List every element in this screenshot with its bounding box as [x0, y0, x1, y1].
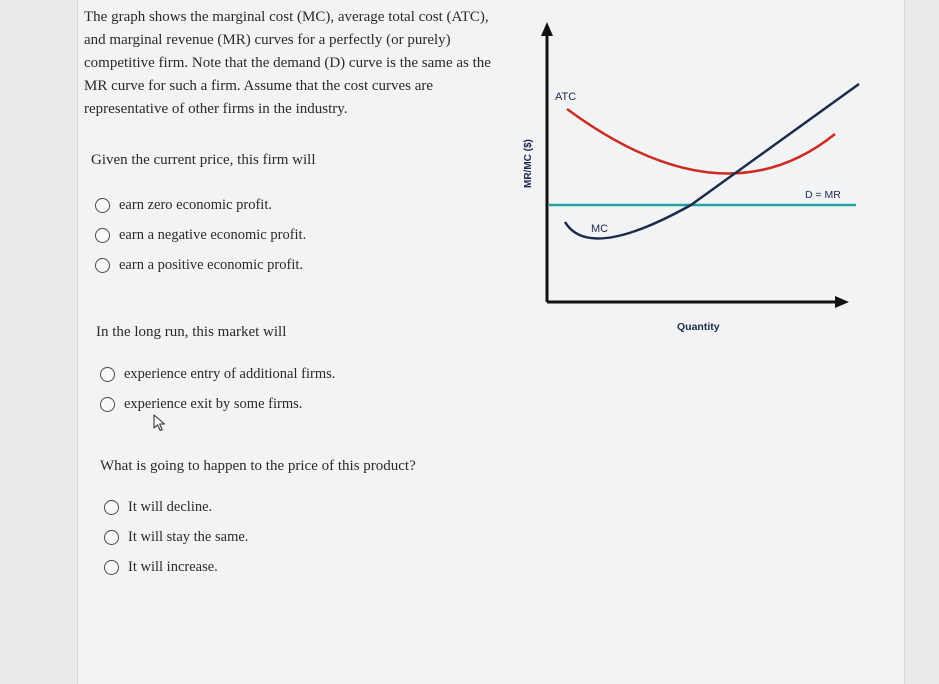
radio-button[interactable]	[104, 530, 119, 545]
q2-option-entry[interactable]	[100, 359, 335, 389]
question-1-options	[95, 190, 306, 280]
q1-option-positive-profit[interactable]	[95, 250, 306, 280]
radio-button[interactable]	[95, 258, 110, 273]
y-axis-label: MR/MC ($)	[523, 139, 534, 188]
option-label: experience entry of additional firms.	[124, 365, 336, 382]
question-2-options	[100, 359, 335, 419]
radio-button[interactable]	[104, 500, 119, 515]
radio-button[interactable]	[104, 560, 119, 575]
option-label: experience exit by some firms.	[124, 395, 303, 412]
q2-option-exit[interactable]	[100, 389, 335, 419]
q3-option-decline[interactable]	[104, 492, 248, 522]
option-label: earn a negative economic profit.	[119, 226, 307, 243]
dmr-label: D = MR	[805, 189, 841, 201]
radio-button[interactable]	[100, 367, 115, 382]
question-3-options	[104, 492, 248, 582]
q1-option-zero-profit[interactable]	[95, 190, 306, 220]
y-axis-arrow	[541, 22, 553, 36]
cost-curves-chart	[505, 10, 885, 350]
x-axis-arrow	[835, 296, 849, 308]
mc-curve	[565, 84, 859, 238]
option-label: earn zero economic profit.	[119, 196, 272, 213]
radio-button[interactable]	[95, 198, 110, 213]
option-label: It will increase.	[128, 558, 218, 575]
x-axis-label: Quantity	[677, 321, 720, 333]
question-1-prompt: Given the current price, this firm will	[91, 152, 316, 168]
mouse-pointer-icon	[152, 414, 168, 432]
radio-button[interactable]	[100, 397, 115, 412]
radio-button[interactable]	[95, 228, 110, 243]
atc-label: ATC	[555, 91, 577, 103]
question-2-prompt: In the long run, this market will	[96, 324, 287, 340]
q3-option-increase[interactable]	[104, 552, 248, 582]
q3-option-stay-same[interactable]	[104, 522, 248, 552]
q1-option-negative-profit[interactable]	[95, 220, 306, 250]
option-label: earn a positive economic profit.	[119, 256, 304, 273]
option-label: It will stay the same.	[128, 528, 249, 545]
question-3-prompt: What is going to happen to the price of this product?	[100, 458, 416, 474]
option-label: It will decline.	[128, 498, 213, 515]
intro-text: The graph shows the marginal cost (MC), average total cost (ATC), and marginal revenue (MR) curves for a perfectly (or purely) competitive firm. Note that the demand (D) curve is the same as the MR curve for such a firm. Assume that the cost curves are representative of other firms in the industry.	[84, 9, 491, 117]
mc-label: MC	[591, 223, 609, 235]
atc-curve	[567, 109, 835, 174]
